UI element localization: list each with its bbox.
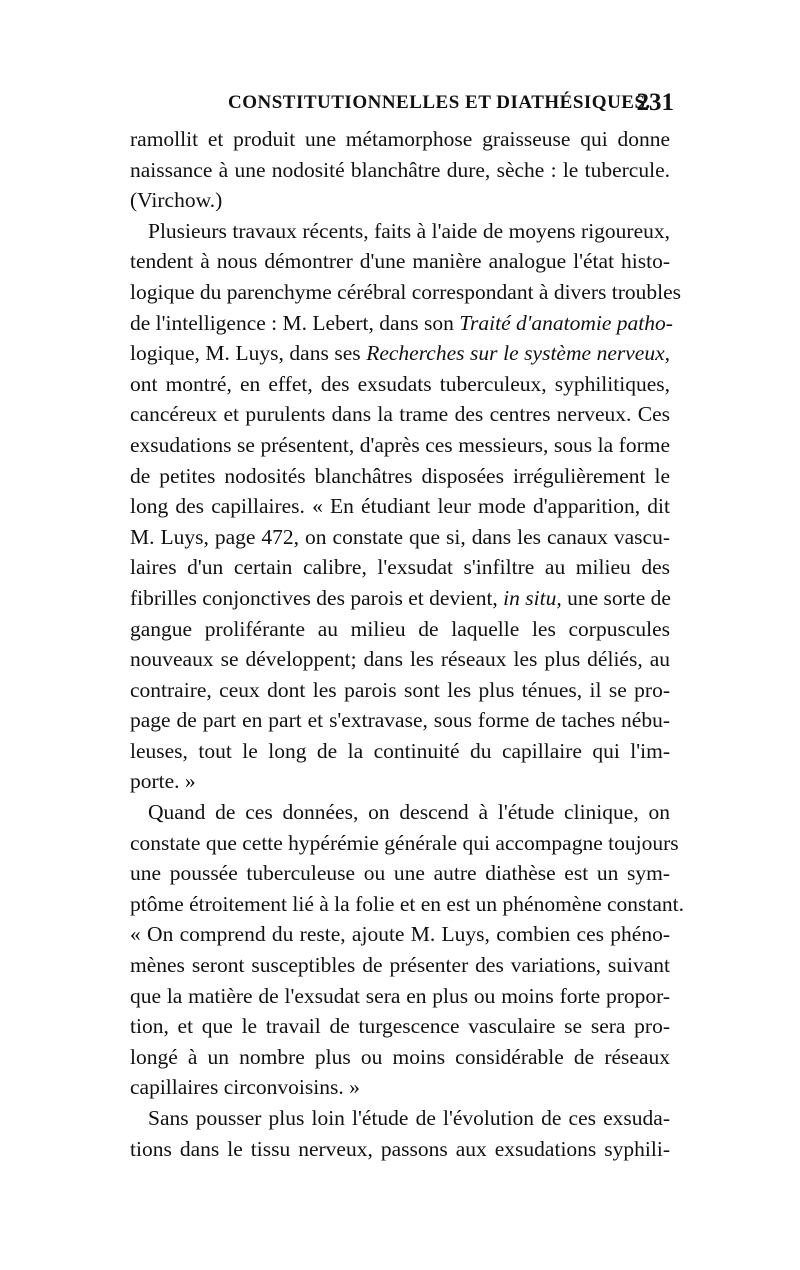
- text-line: ptôme étroitement lié à la folie et en est un phénomène constant.: [130, 891, 685, 916]
- text-run: fibrilles conjonctives des parois et devient,: [130, 585, 504, 610]
- text-line: nouveaux se développent; dans les réseaux les plus déliés, au: [130, 647, 670, 672]
- text-line: leuses, tout le long de la continuité du capillaire qui l'im-: [130, 738, 670, 763]
- text-line: laires d'un certain calibre, l'exsudat s'infiltre au milieu des: [130, 555, 670, 580]
- text-line: long des capillaires. « En étudiant leur mode d'apparition, dit: [130, 494, 670, 519]
- text-line: une poussée tuberculeuse ou une autre diathèse est un sym-: [130, 861, 670, 886]
- text-line: M. Luys, page 472, on constate que si, dans les canaux vascu-: [130, 524, 670, 549]
- text-line: tions dans le tissu nerveux, passons aux exsudations syphili-: [130, 1136, 670, 1161]
- text-line: de petites nodosités blanchâtres disposées irrégulièrement le: [130, 463, 670, 488]
- text-line: porte. »: [130, 769, 196, 794]
- italic-title: Traité d'anatomie patho-: [459, 310, 673, 335]
- text-line: constate que cette hypérémie générale qui accompagne toujours: [130, 830, 679, 855]
- text-line: capillaires circonvoisins. »: [130, 1075, 360, 1100]
- text-line: (Virchow.): [130, 188, 223, 213]
- text-line: mènes seront susceptibles de présenter des variations, suivant: [130, 953, 670, 978]
- text-line: logique du parenchyme cérébral correspondant à divers troubles: [130, 279, 682, 304]
- text-line: naissance à une nodosité blanchâtre dure, sèche : le tubercule.: [130, 157, 670, 182]
- text-line: « On comprend du reste, ajoute M. Luys, combien ces phéno-: [130, 922, 670, 947]
- text-line: tion, et que le travail de turgescence vasculaire se sera pro-: [130, 1014, 670, 1039]
- text-line: ramollit et produit une métamorphose graisseuse qui donne: [130, 127, 670, 151]
- text-line: contraire, ceux dont les parois sont les plus ténues, il se pro-: [130, 677, 670, 702]
- text-line: page de part en part et s'extravase, sous forme de taches nébu-: [130, 708, 670, 733]
- page-number: 231: [636, 89, 674, 116]
- text-line: Plusieurs travaux récents, faits à l'aide de moyens rigoureux,: [148, 218, 670, 243]
- text-line: ont montré, en effet, des exsudats tuberculeux, syphilitiques,: [130, 371, 670, 396]
- text-line: Sans pousser plus loin l'étude de l'évolution de ces exsuda-: [148, 1106, 670, 1130]
- italic-title: Recherches sur le système nerveux,: [366, 341, 671, 366]
- text-line: cancéreux et purulents dans la trame des centres nerveux. Ces: [130, 402, 670, 427]
- body-text: [130, 124, 685, 1164]
- text-line: [130, 338, 670, 369]
- text-line: Quand de ces données, on descend à l'étude clinique, on: [148, 800, 670, 825]
- text-run: de l'intelligence : M. Lebert, dans son: [130, 310, 460, 335]
- text-line: longé à un nombre plus ou moins considérable de réseaux: [130, 1044, 670, 1069]
- text-line: tendent à nous démontrer d'une manière analogue l'état histo-: [130, 249, 670, 274]
- text-line: [130, 583, 670, 614]
- text-run: une sorte de: [561, 585, 671, 610]
- text-line: que la matière de l'exsudat sera en plus ou moins forte propor-: [130, 983, 670, 1008]
- text-line: exsudations se présentent, d'après ces messieurs, sous la forme: [130, 432, 670, 457]
- running-title: CONSTITUTIONNELLES ET DIATHÉSIQUES.: [228, 92, 651, 113]
- text-line: gangue proliférante au milieu de laquelle les corpuscules: [130, 616, 670, 641]
- text-line: [130, 308, 673, 339]
- page-header: [130, 89, 674, 120]
- italic-term: in situ,: [503, 585, 562, 610]
- text-run: logique, M. Luys, dans ses: [130, 341, 367, 366]
